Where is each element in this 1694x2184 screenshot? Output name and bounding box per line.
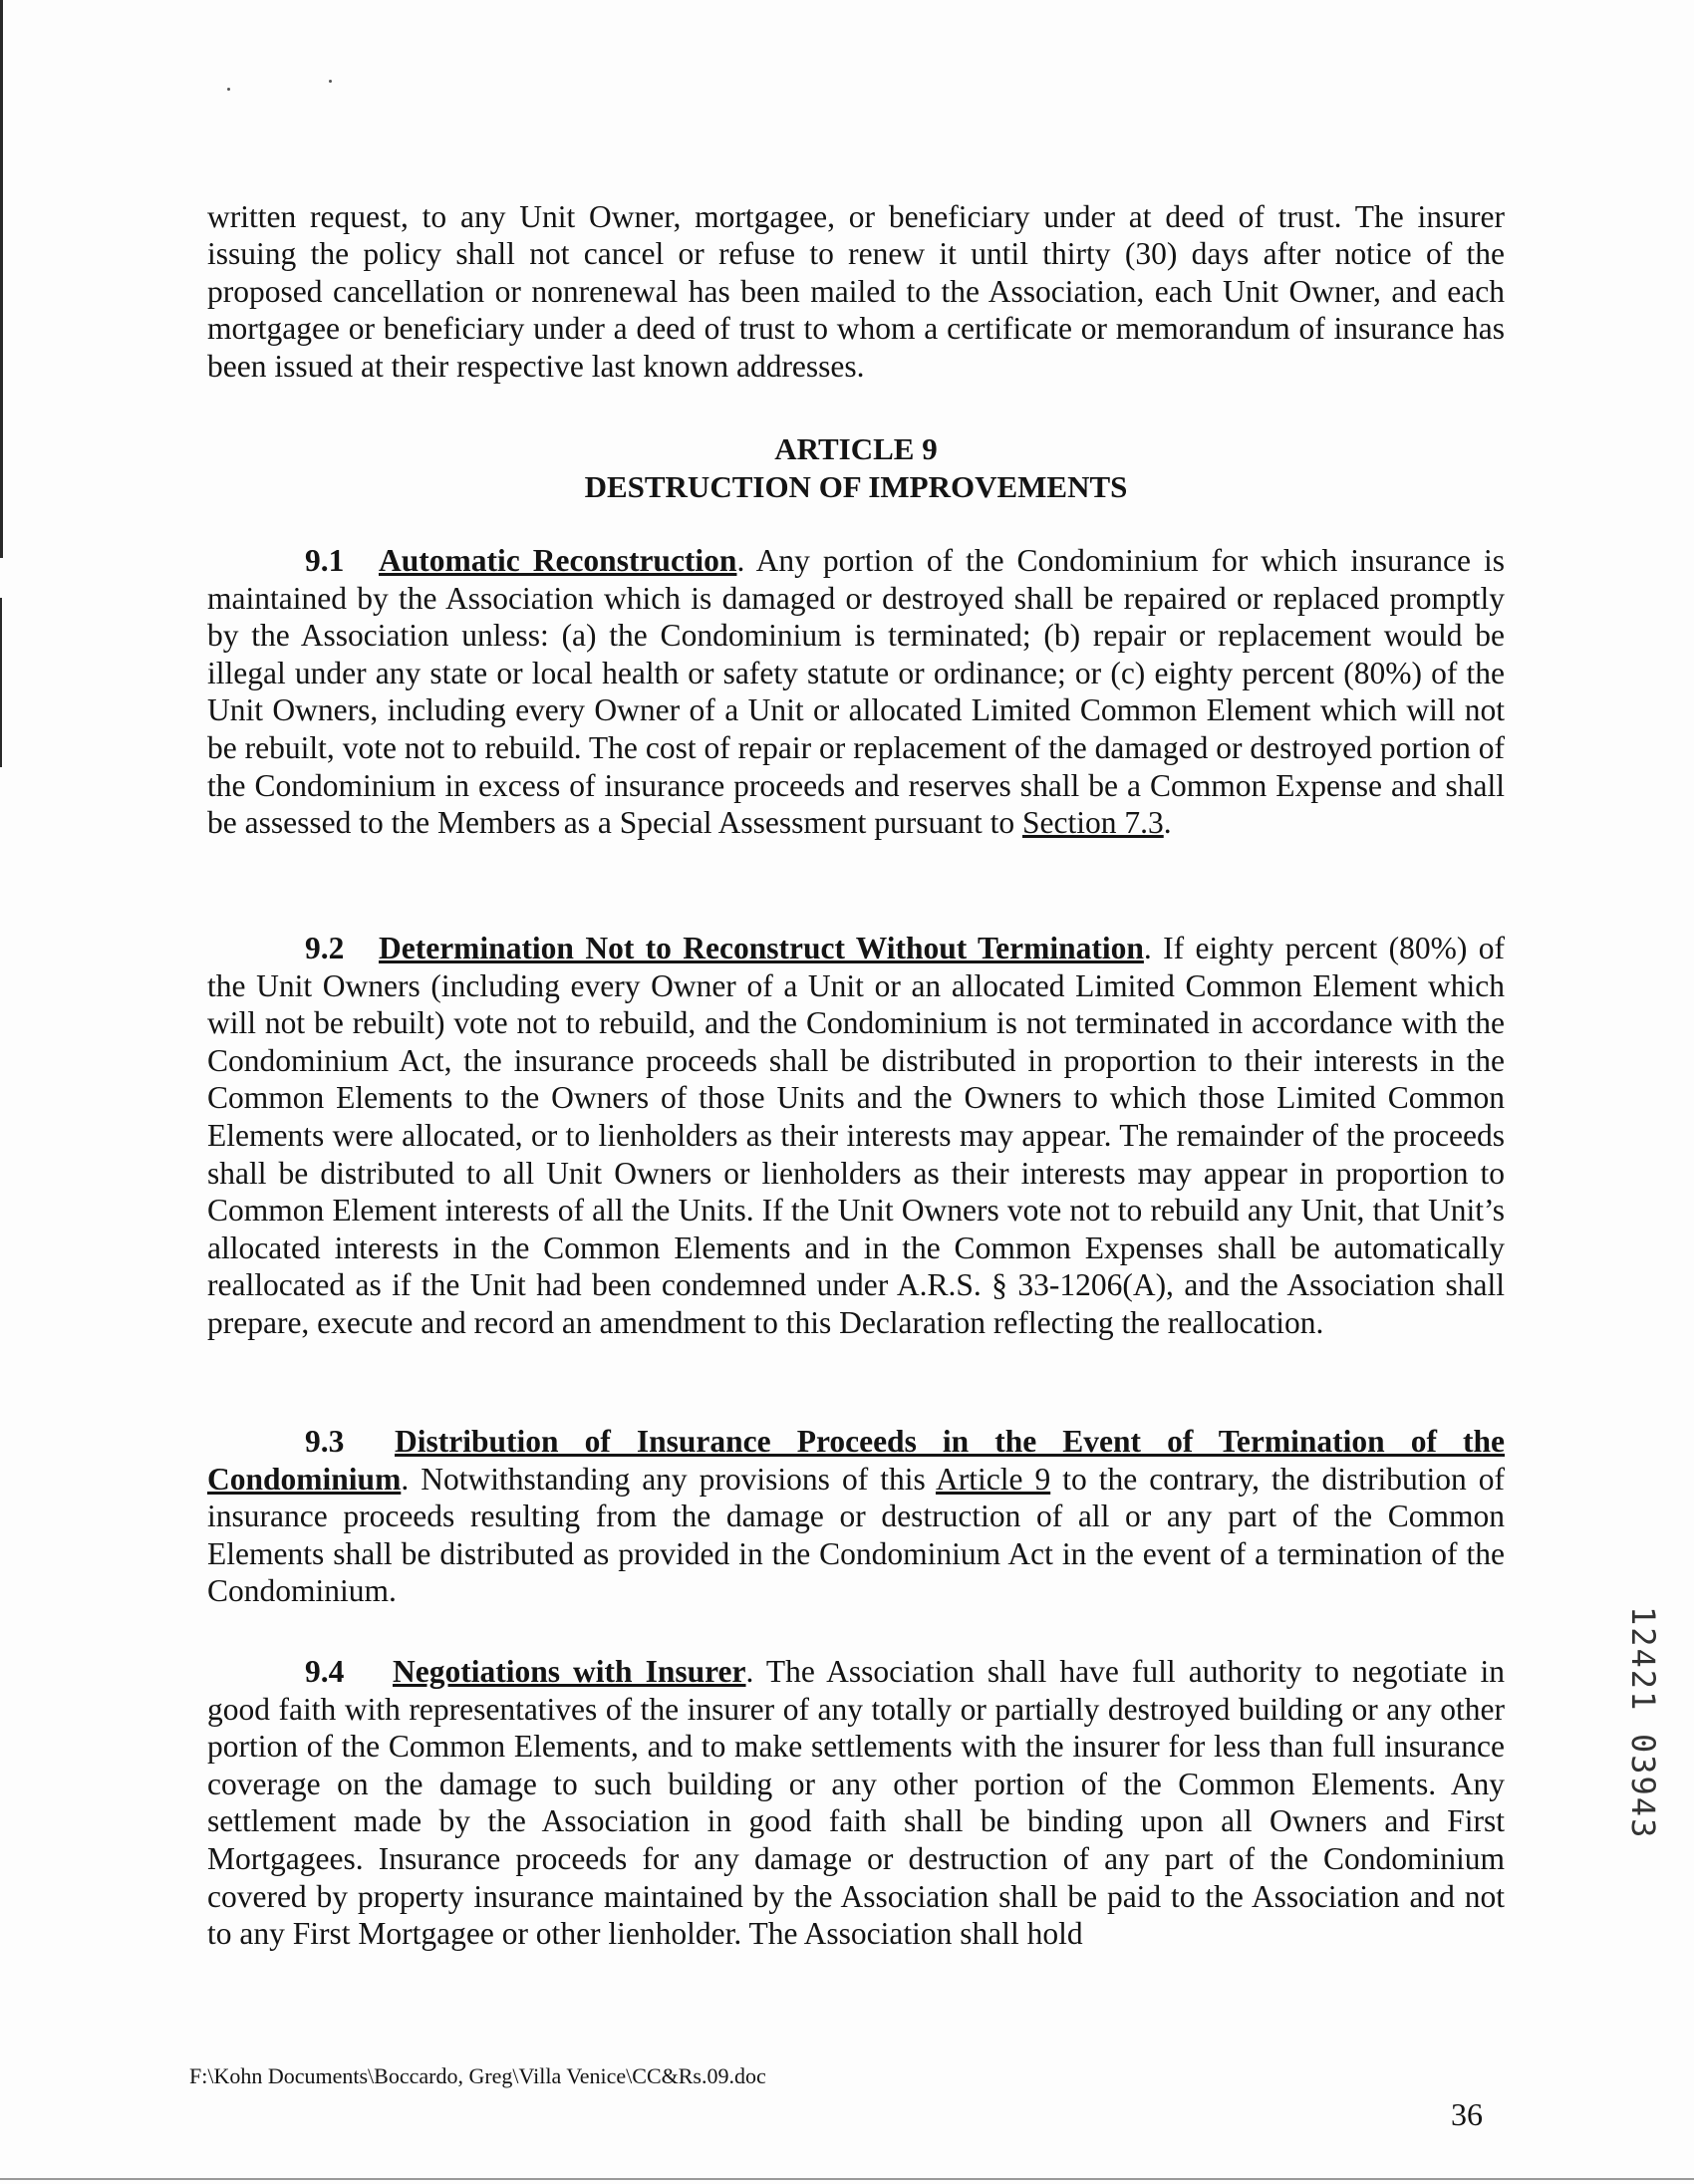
section-9-3 — [207, 1423, 1505, 1610]
recorder-stamp — [1624, 1606, 1672, 1840]
section-9-2 — [207, 930, 1505, 1342]
section-body: . The Association shall have full authority to negotiate in good faith with representatives of the insurer of any totally or partially destroyed building or any other portion of the Common Elements, and to make settlements with the insurer for less than full insurance coverage on the damage to such building or any other portion of the Common Elements. Any settlement made by the Association in good faith shall be binding upon all Owners and First Mortgagees. Insurance proceeds for any damage or destruction of any part of the Condominium covered by property insurance maintained by the Association shall be paid to the Association and not to any First Mortgagee or other lienholder. The Association shall hold — [207, 1654, 1505, 1952]
section-body: . If eighty percent (80%) of the Unit Owners (including every Owner of a Unit or an allocated Limited Common Element which will not be rebuilt) vote not to rebuild, and the Condominium is not terminated in accordance with the Condominium Act, the insurance proceeds shall be distributed in proportion to their interests in the Common Elements to the Owners of those Units and the Owners to which those Limited Common Elements were allocated, or to lienholders as their interests may appear. The remainder of the proceeds shall be distributed to all Unit Owners or lienholders as their interests may appear in proportion to Common Element interests of all the Units. If the Unit Owners vote not to rebuild any Unit, that Unit’s allocated interests in the Common Elements and in the Common Expenses shall be automatically reallocated as if the Unit had been condemned under A.R.S. § 33-1206(A), and the Association shall prepare, execute and record an amendment to this Declaration reflecting the reallocation. — [207, 931, 1505, 1340]
recorder-stamp-part-1: 12421 — [1624, 1606, 1662, 1713]
article-number: ARTICLE 9 — [774, 431, 938, 466]
cross-reference: Section 7.3 — [1021, 805, 1164, 841]
section-title: Negotiations with Insurer — [393, 1654, 746, 1689]
section-body: . Any portion of the Condominium for which insurance is maintained by the Association which is damaged or destroyed shall be repaired or replaced promptly by the Association unless: (a) the Condominium is terminated; (b) repair or replacement would be illegal under any state or local health or safety statute or ordinance; or (c) eighty percent (80%) of the Unit Owners, including every Owner of a Unit or allocated Limited Common Element which will not be rebuilt, vote not to rebuild. The cost of repair or replacement of the damaged or destroyed portion of the Condominium in excess of insurance proceeds and reserves shall be a Common Expense and shall be assessed to the Members as a Special Assessment pursuant to — [207, 543, 1505, 841]
scan-speck — [227, 88, 230, 91]
recorder-stamp-part-2: 03943 — [1624, 1734, 1662, 1840]
section-number: 9.4 — [305, 1654, 345, 1689]
section-body: . Notwithstanding any provisions of this — [401, 1461, 936, 1497]
scan-edge-mark — [0, 0, 3, 558]
section-title: Determination Not to Reconstruct Without Termination — [379, 931, 1144, 965]
section-title: Automatic Reconstruction — [379, 543, 737, 578]
cross-reference: Article 9 — [935, 1461, 1051, 1497]
section-body-end: to the contrary, the distribution of insurance proceeds resulting from the damage or destruction of all or any part of the Common Elements shall be distributed as provided in the Condominium Act in the event of a termination of the Condominium. — [207, 1461, 1505, 1609]
scan-speck — [329, 80, 332, 83]
scan-bottom-edge — [0, 2178, 1694, 2180]
scan-edge-mark — [0, 598, 2, 767]
section-body-end: . — [1163, 805, 1172, 841]
section-9-1 — [207, 542, 1505, 842]
section-9-4 — [207, 1653, 1505, 1953]
section-title: Distribution of Insurance Proceeds in the Event of Termination of the Condominium — [207, 1424, 1505, 1497]
section-number: 9.3 — [305, 1424, 345, 1459]
footer-file-path: F:\Kohn Documents\Boccardo, Greg\Villa Venice\CC&Rs.09.doc — [189, 2063, 766, 2088]
intro-paragraph: written request, to any Unit Owner, mortgagee, or beneficiary under at deed of trust. The insurer issuing the policy shall not cancel or refuse to renew it until thirty (30) days after notice of the proposed cancellation or nonrenewal has been mailed to the Association, each Unit Owner, and each mortgagee or beneficiary under a deed of trust to whom a certificate or memorandum of insurance has been issued at their respective last known addresses. — [207, 199, 1505, 384]
section-number: 9.2 — [305, 931, 345, 965]
section-number: 9.1 — [305, 543, 345, 578]
recorder-stamp-gap — [1628, 1712, 1672, 1734]
page-number: 36 — [1451, 2096, 1483, 2132]
article-title: DESTRUCTION OF IMPROVEMENTS — [584, 469, 1128, 504]
